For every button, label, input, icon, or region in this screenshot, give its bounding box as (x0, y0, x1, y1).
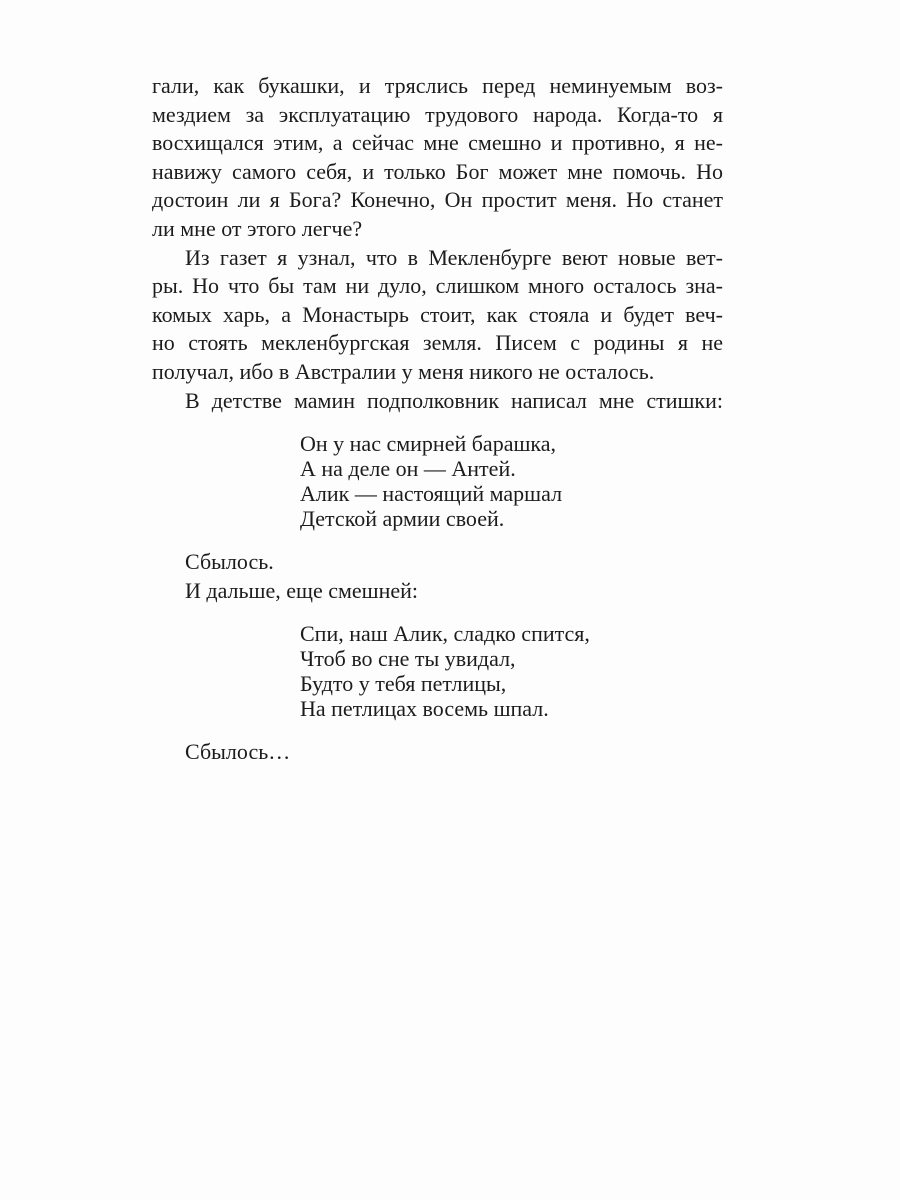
body-line: Из газет я узнал, что в Мекленбурге веют новые вет- (185, 244, 723, 270)
body-line: восхищался этим, а сейчас мне смешно и противно, я не- (152, 130, 723, 156)
verse-line: Он у нас смирней барашка, (300, 431, 557, 457)
body-line: навижу самого себя, и только Бог может мне помочь. Но (152, 158, 723, 184)
page-text-block (152, 72, 723, 767)
paragraph (152, 738, 723, 767)
verse-line: Спи, наш Алик, сладко спится, (300, 621, 590, 647)
body-line: комых харь, а Монастырь стоит, как стояла и будет веч- (152, 301, 723, 327)
body-line: Сбылось… (185, 739, 291, 765)
body-line: ли мне от этого легче? (152, 215, 363, 241)
body-line: получал, ибо в Австралии у меня никого не осталось. (152, 358, 655, 384)
body-line: мездием за эксплуатацию трудового народа. Когда-то я (152, 101, 723, 127)
body-line: но стоять мекленбургская земля. Писем с родины я не (152, 330, 723, 356)
verse-line: На петлицах восемь шпал. (300, 696, 549, 722)
verse-line: Будто у тебя петлицы, (300, 671, 507, 697)
verse-block (300, 431, 723, 531)
body-line: В детстве мамин подполковник написал мне стишки: (185, 387, 723, 413)
body-line: достоин ли я Бога? Конечно, Он простит меня. Но станет (152, 187, 723, 213)
body-line: И дальше, еще смешней: (185, 577, 419, 603)
verse-line: Алик — настоящий маршал (300, 481, 563, 507)
verse-line: Детской армии своей. (300, 506, 505, 532)
body-line: гали, как букашки, и тряслись перед неминуемым воз- (152, 73, 723, 98)
paragraph (152, 387, 723, 416)
paragraph-continuation (152, 72, 723, 244)
verse-line: А на деле он — Антей. (300, 456, 516, 482)
verse-line: Чтоб во сне ты увидал, (300, 646, 516, 672)
body-line: Сбылось. (185, 549, 274, 575)
body-line: ры. Но что бы там ни дуло, слишком много осталось зна- (152, 273, 723, 299)
verse-block (300, 621, 723, 721)
paragraph (152, 548, 723, 605)
paragraph (152, 244, 723, 387)
